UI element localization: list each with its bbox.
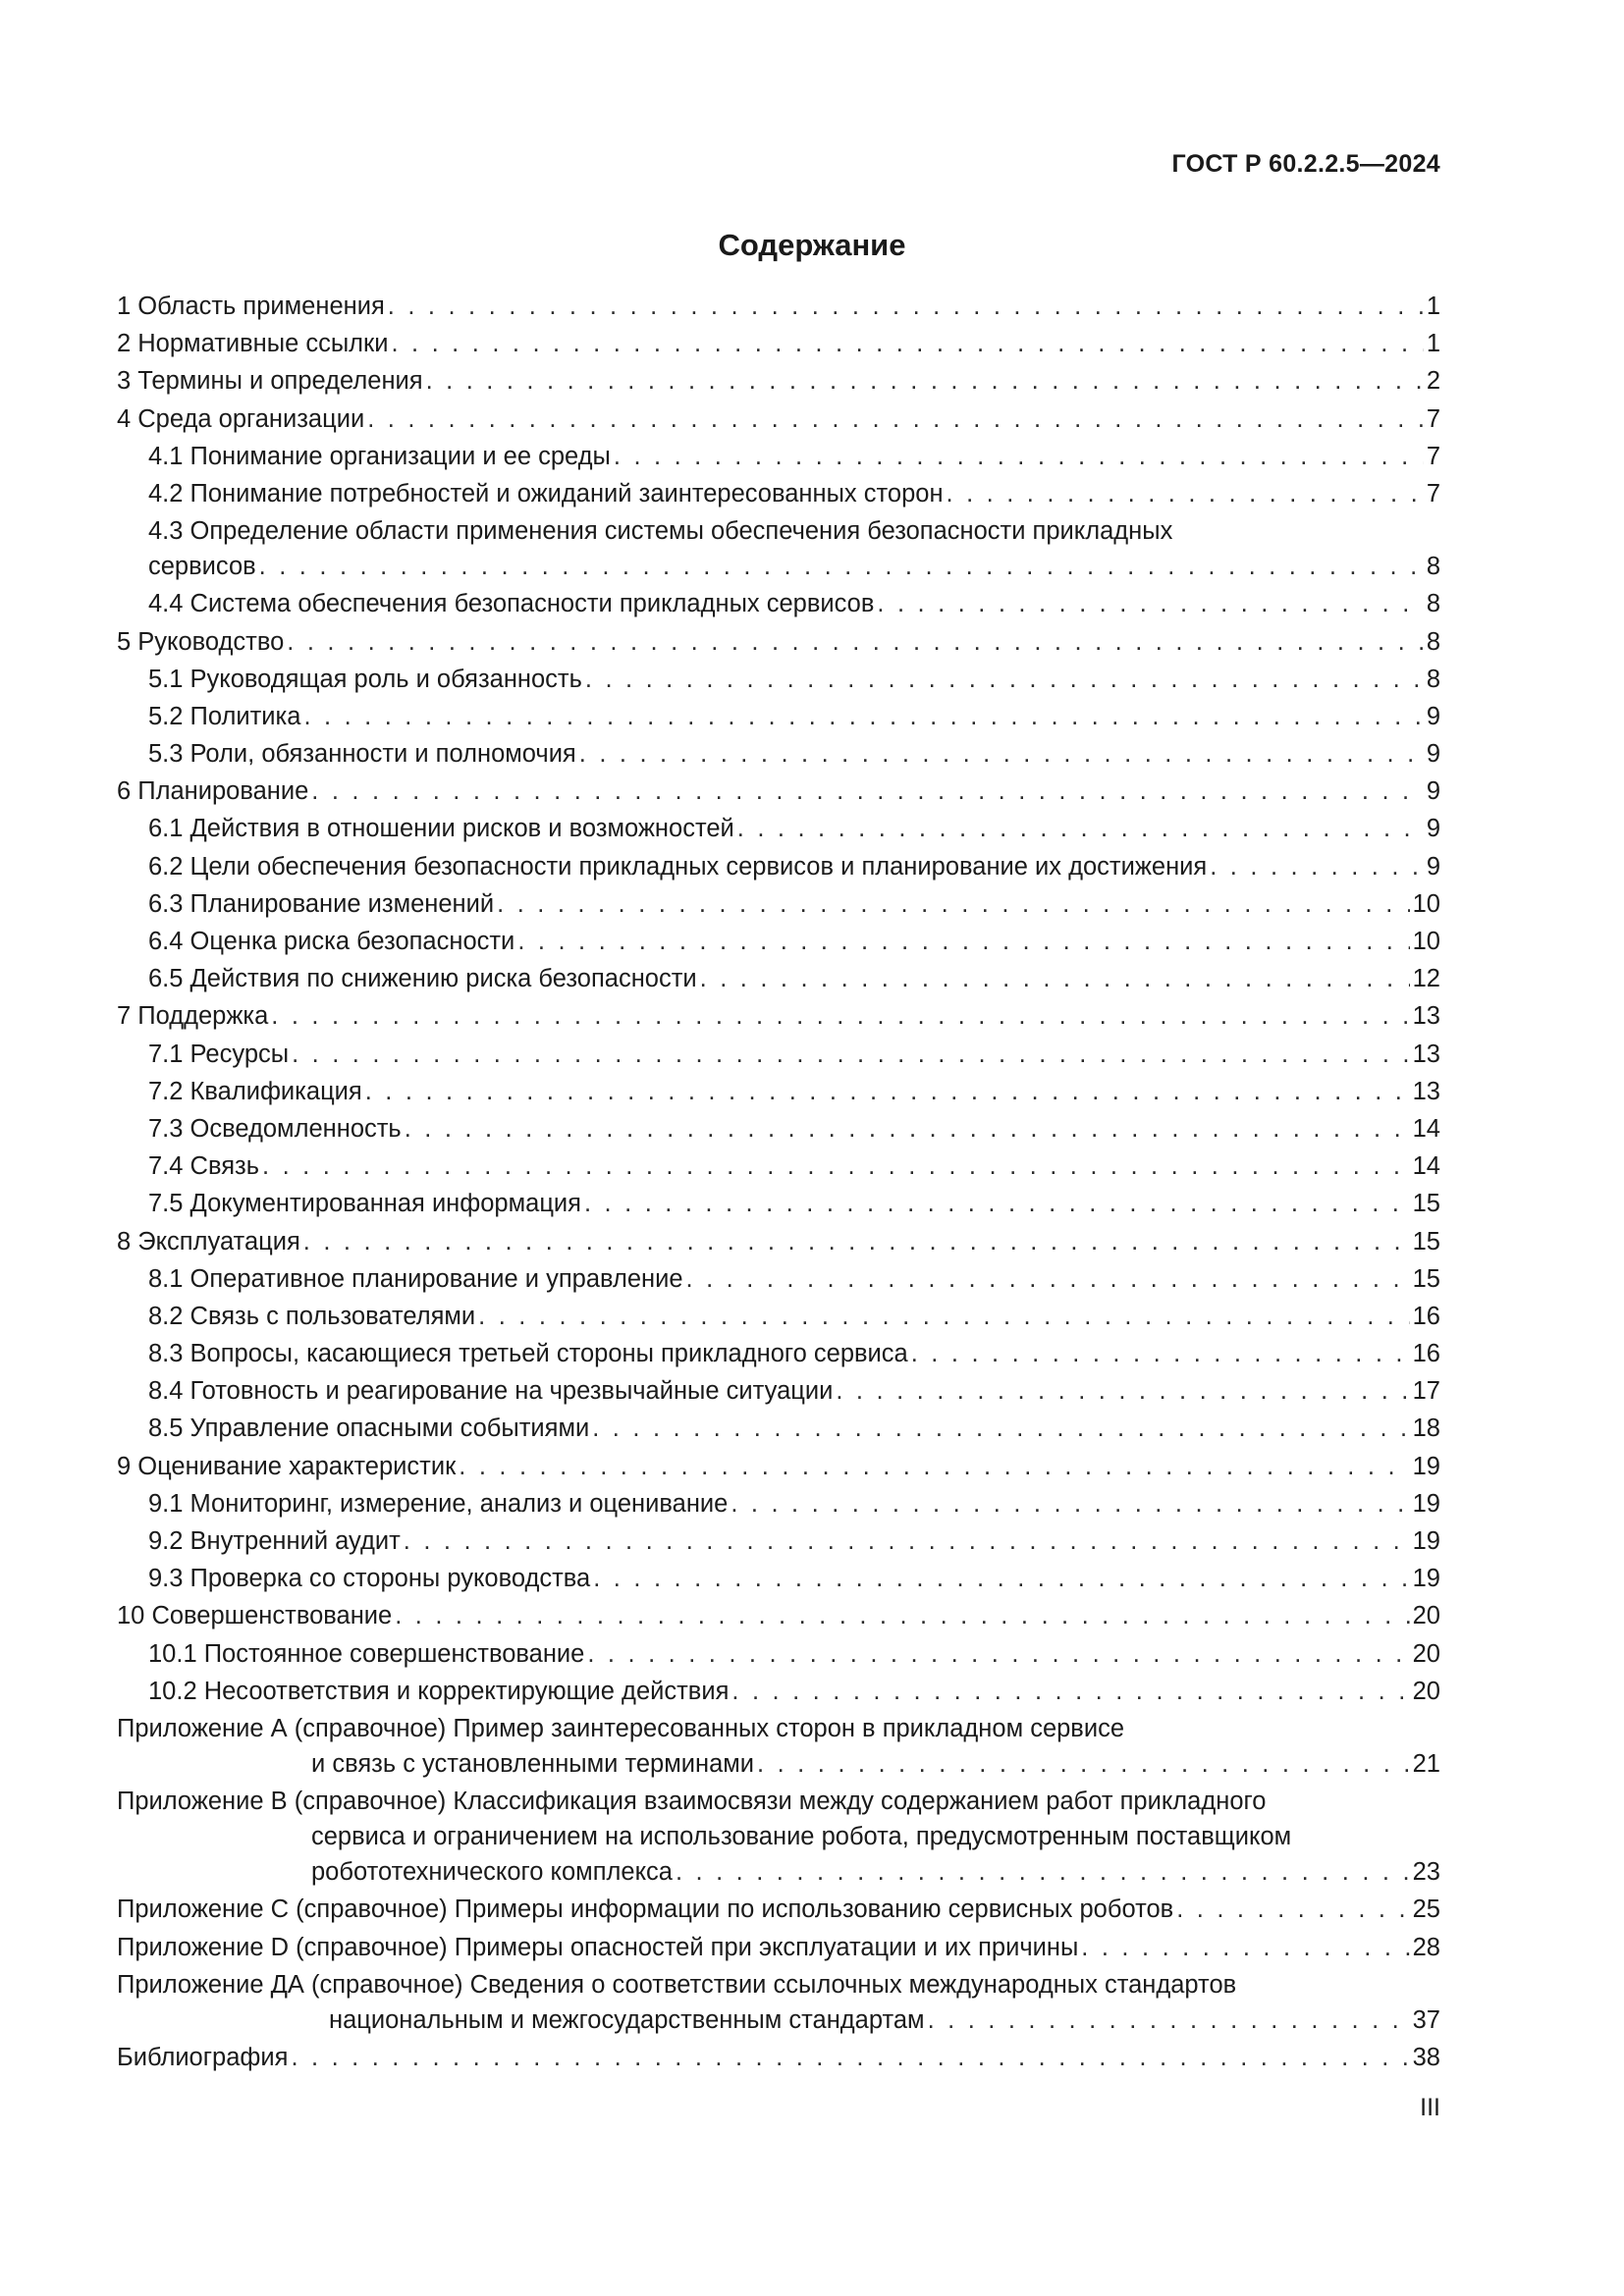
toc-entry[interactable] <box>117 401 1440 439</box>
toc-leader-dots <box>517 924 1409 960</box>
toc-entry-title: 5.1 Руководящая роль и обязанность <box>148 665 582 693</box>
toc-entry-page: 19 <box>1412 1527 1440 1555</box>
toc-entry-page: 1 <box>1426 293 1440 320</box>
toc-entry-title: 10.1 Постоянное совершенствование <box>148 1639 585 1668</box>
toc-leader-dots <box>1081 1930 1409 1966</box>
toc-entry-page: 1 <box>1426 330 1440 358</box>
toc-entry-title: 1 Область применения <box>117 293 385 320</box>
toc-leader-dots <box>459 1449 1409 1485</box>
toc-leader-dots <box>731 1486 1409 1522</box>
toc-entry[interactable] <box>117 1561 1440 1598</box>
toc-entry[interactable] <box>117 961 1440 998</box>
toc-entry[interactable] <box>117 1819 1440 1854</box>
toc-entry[interactable] <box>117 1711 1440 1746</box>
toc-entry[interactable] <box>117 1336 1440 1373</box>
toc-entry[interactable] <box>117 1967 1440 2002</box>
toc-leader-dots <box>426 363 1424 400</box>
toc-entry-page: 9 <box>1426 815 1440 843</box>
toc-entry-title: 4 Среда организации <box>117 404 365 433</box>
toc-leader-dots <box>836 1373 1409 1410</box>
toc-entry-title: 5 Руководство <box>117 627 285 656</box>
toc-entry-page: 12 <box>1412 965 1440 993</box>
toc-entry-title: Приложение ДА (справочное) Сведения о соответствии ссылочных международных стандартов <box>117 1970 1237 1999</box>
toc-leader-dots <box>404 1523 1410 1560</box>
toc-entry-title: сервиса и ограничением на использование робота, предусмотренным поставщиком <box>311 1823 1292 1851</box>
page-number: III <box>1420 2094 1440 2121</box>
toc-leader-dots <box>292 1037 1410 1073</box>
toc-entry-page: 8 <box>1426 553 1440 581</box>
toc-entry[interactable] <box>117 924 1440 961</box>
table-of-contents <box>117 289 1440 2077</box>
toc-entry-title: 7.4 Связь <box>148 1152 259 1181</box>
toc-entry-page: 37 <box>1412 2005 1440 2034</box>
toc-leader-dots <box>614 439 1424 475</box>
toc-entry-title: 3 Термины и определения <box>117 367 423 396</box>
toc-entry-page: 15 <box>1412 1227 1440 1255</box>
toc-entry-title: 6.5 Действия по снижению риска безопасности <box>148 965 697 993</box>
toc-entry[interactable] <box>117 1037 1440 1074</box>
toc-entry-title: 4.2 Понимание потребностей и ожиданий заинтересованных сторон <box>148 479 944 507</box>
toc-leader-dots <box>303 699 1423 735</box>
toc-entry[interactable] <box>117 439 1440 476</box>
toc-entry[interactable] <box>117 1892 1440 1929</box>
toc-leader-dots <box>686 1261 1410 1298</box>
toc-entry-title: 2 Нормативные ссылки <box>117 330 389 358</box>
toc-leader-dots <box>259 549 1424 585</box>
toc-leader-dots <box>928 2002 1410 2039</box>
toc-entry[interactable] <box>117 1486 1440 1523</box>
toc-entry-page: 14 <box>1412 1114 1440 1143</box>
toc-leader-dots <box>365 1074 1410 1110</box>
toc-entry-page: 13 <box>1412 1040 1440 1068</box>
toc-entry-page: 8 <box>1426 665 1440 693</box>
toc-entry-page: 21 <box>1412 1749 1440 1778</box>
toc-entry-title: 8.1 Оперативное планирование и управление <box>148 1264 683 1293</box>
toc-entry-page: 17 <box>1412 1377 1440 1406</box>
toc-entry-page: 2 <box>1426 367 1440 396</box>
toc-leader-dots <box>395 1598 1409 1634</box>
toc-entry-title: 4.4 Система обеспечения безопасности прикладных сервисов <box>148 590 875 618</box>
toc-entry-page: 23 <box>1412 1858 1440 1887</box>
toc-entry-page: 20 <box>1412 1677 1440 1705</box>
toc-entry-title: Приложение В (справочное) Классификация взаимосвязи между содержанием работ прикладного <box>117 1788 1267 1816</box>
toc-entry[interactable] <box>117 811 1440 848</box>
toc-entry[interactable] <box>117 513 1440 549</box>
toc-entry-title: 9.1 Мониторинг, измерение, анализ и оценивание <box>148 1489 729 1518</box>
toc-leader-dots <box>592 1411 1409 1447</box>
toc-entry-page: 25 <box>1412 1896 1440 1924</box>
toc-entry-title: робототехнического комплекса <box>311 1858 673 1887</box>
toc-entry-title: 8 Эксплуатация <box>117 1227 300 1255</box>
toc-leader-dots <box>593 1561 1409 1597</box>
toc-entry[interactable] <box>117 1373 1440 1411</box>
toc-leader-dots <box>585 662 1424 698</box>
toc-entry-title: 6.1 Действия в отношении рисков и возможностей <box>148 815 734 843</box>
toc-entry-title: 6.4 Оценка риска безопасности <box>148 928 515 955</box>
toc-entry-page: 7 <box>1426 479 1440 507</box>
toc-entry-title: 6 Планирование <box>117 777 309 806</box>
toc-entry-page: 16 <box>1412 1340 1440 1368</box>
toc-entry[interactable] <box>117 1598 1440 1635</box>
toc-leader-dots <box>584 1186 1410 1222</box>
toc-entry-page: 16 <box>1412 1302 1440 1330</box>
toc-entry-title: 7.3 Осведомленность <box>148 1114 402 1143</box>
toc-leader-dots <box>579 736 1424 773</box>
toc-entry-title: 9.3 Проверка со стороны руководства <box>148 1565 591 1593</box>
toc-entry-page: 8 <box>1426 590 1440 618</box>
toc-entry[interactable] <box>117 1186 1440 1223</box>
toc-leader-dots <box>478 1299 1409 1335</box>
toc-entry[interactable] <box>117 1784 1440 1819</box>
toc-entry[interactable] <box>117 1449 1440 1486</box>
toc-entry-title: Приложение С (справочное) Примеры информации по использованию сервисных роботов <box>117 1896 1174 1924</box>
document-code: ГОСТ Р 60.2.2.5—2024 <box>1171 150 1440 178</box>
toc-leader-dots <box>737 811 1424 847</box>
toc-entry-page: 8 <box>1426 627 1440 656</box>
toc-entry-page: 28 <box>1412 1933 1440 1961</box>
toc-leader-dots <box>731 1674 1409 1710</box>
toc-entry-title: 7.5 Документированная информация <box>148 1190 581 1218</box>
toc-entry[interactable] <box>117 2040 1440 2077</box>
toc-entry-title: 8.3 Вопросы, касающиеся третьей стороны прикладного сервиса <box>148 1340 908 1368</box>
toc-entry-title: 6.2 Цели обеспечения безопасности прикладных сервисов и планирование их достижения <box>148 852 1208 881</box>
toc-leader-dots <box>311 774 1424 810</box>
toc-entry-page: 9 <box>1426 740 1440 769</box>
toc-entry-title: 9 Оценивание характеристик <box>117 1452 457 1480</box>
toc-entry-title: 5.3 Роли, обязанности и полномочия <box>148 740 576 769</box>
toc-leader-dots <box>405 1111 1410 1148</box>
toc-leader-dots <box>1176 1892 1409 1928</box>
toc-entry[interactable] <box>117 998 1440 1036</box>
toc-entry-title: Библиография <box>117 2043 289 2071</box>
toc-entry[interactable] <box>117 662 1440 699</box>
toc-entry[interactable] <box>117 476 1440 513</box>
toc-leader-dots <box>367 401 1424 438</box>
toc-entry-title: 7 Поддержка <box>117 1002 269 1031</box>
toc-entry-page: 38 <box>1412 2043 1440 2071</box>
toc-entry-title: 8.4 Готовность и реагирование на чрезвычайные ситуации <box>148 1377 834 1406</box>
toc-entry-page: 19 <box>1412 1489 1440 1518</box>
toc-leader-dots <box>947 476 1424 512</box>
toc-entry-page: 19 <box>1412 1452 1440 1480</box>
toc-entry[interactable] <box>117 1074 1440 1111</box>
toc-entry-page: 14 <box>1412 1152 1440 1181</box>
toc-entry[interactable] <box>117 326 1440 363</box>
toc-entry-title: 9.2 Внутренний аудит <box>148 1527 401 1555</box>
toc-entry[interactable] <box>117 699 1440 736</box>
toc-leader-dots <box>303 1224 1410 1260</box>
toc-entry[interactable] <box>117 1523 1440 1561</box>
toc-entry[interactable] <box>117 2002 1440 2040</box>
toc-entry[interactable] <box>117 1674 1440 1711</box>
toc-entry[interactable] <box>117 1411 1440 1448</box>
toc-entry[interactable] <box>117 1746 1440 1784</box>
toc-leader-dots <box>391 326 1423 362</box>
toc-entry[interactable] <box>117 1148 1440 1186</box>
toc-entry[interactable] <box>117 363 1440 400</box>
toc-entry-title: и связь с установленными терминами <box>311 1749 755 1778</box>
toc-entry-title: Приложение А (справочное) Пример заинтересованных сторон в прикладном сервисе <box>117 1714 1125 1742</box>
toc-entry[interactable] <box>117 849 1440 886</box>
toc-entry-title: 4.3 Определение области применения системы обеспечения безопасности прикладных <box>148 517 1173 546</box>
toc-entry-page: 10 <box>1412 928 1440 955</box>
toc-leader-dots <box>911 1336 1410 1372</box>
toc-entry-title: сервисов <box>148 553 256 581</box>
toc-entry-page: 13 <box>1412 1002 1440 1031</box>
toc-entry-page: 15 <box>1412 1264 1440 1293</box>
toc-leader-dots <box>877 586 1423 622</box>
toc-entry-page: 18 <box>1412 1415 1440 1443</box>
toc-entry[interactable] <box>117 289 1440 326</box>
page-title: Содержание <box>718 228 906 262</box>
toc-entry[interactable] <box>117 774 1440 811</box>
toc-leader-dots <box>291 2040 1409 2076</box>
toc-entry-title: 7.2 Квалификация <box>148 1077 362 1105</box>
toc-entry-title: 4.1 Понимание организации и ее среды <box>148 442 611 470</box>
toc-leader-dots <box>1210 849 1424 885</box>
toc-entry-title: 8.5 Управление опасными событиями <box>148 1415 590 1443</box>
toc-entry-title: 5.2 Политика <box>148 702 301 730</box>
toc-entry-page: 9 <box>1426 852 1440 881</box>
toc-leader-dots <box>676 1854 1410 1891</box>
toc-leader-dots <box>262 1148 1410 1185</box>
toc-leader-dots <box>700 961 1410 997</box>
toc-entry-title: национальным и межгосударственным стандартам <box>329 2005 925 2034</box>
toc-entry-page: 7 <box>1426 404 1440 433</box>
toc-entry-title: 8.2 Связь с пользователями <box>148 1302 476 1330</box>
toc-entry-title: Приложение D (справочное) Примеры опасностей при эксплуатации и их причины <box>117 1933 1079 1961</box>
toc-entry[interactable] <box>117 886 1440 924</box>
toc-entry[interactable] <box>117 1299 1440 1336</box>
toc-entry-page: 20 <box>1412 1602 1440 1630</box>
toc-entry[interactable] <box>117 624 1440 662</box>
toc-entry-page: 20 <box>1412 1639 1440 1668</box>
toc-entry-title: 7.1 Ресурсы <box>148 1040 290 1068</box>
toc-leader-dots <box>287 624 1424 661</box>
toc-entry[interactable] <box>117 549 1440 586</box>
toc-entry-page: 9 <box>1426 702 1440 730</box>
toc-entry[interactable] <box>117 1854 1440 1892</box>
toc-entry[interactable] <box>117 1111 1440 1148</box>
toc-entry-page: 19 <box>1412 1565 1440 1593</box>
toc-leader-dots <box>587 1636 1409 1673</box>
toc-entry-title: 6.3 Планирование изменений <box>148 889 495 918</box>
toc-entry[interactable] <box>117 1930 1440 1967</box>
toc-entry-title: 10 Совершенствование <box>117 1602 393 1630</box>
toc-leader-dots <box>757 1746 1410 1783</box>
toc-leader-dots <box>497 886 1409 923</box>
toc-entry[interactable] <box>117 1636 1440 1674</box>
toc-leader-dots <box>271 998 1409 1035</box>
toc-leader-dots <box>388 289 1424 325</box>
toc-entry-page: 10 <box>1412 889 1440 918</box>
toc-entry[interactable] <box>117 1224 1440 1261</box>
toc-entry-page: 13 <box>1412 1077 1440 1105</box>
toc-entry[interactable] <box>117 736 1440 774</box>
toc-entry-page: 7 <box>1426 442 1440 470</box>
toc-entry-page: 9 <box>1426 777 1440 806</box>
toc-entry[interactable] <box>117 1261 1440 1299</box>
toc-entry[interactable] <box>117 586 1440 623</box>
toc-entry-page: 15 <box>1412 1190 1440 1218</box>
toc-entry-title: 10.2 Несоответствия и корректирующие действия <box>148 1677 730 1705</box>
